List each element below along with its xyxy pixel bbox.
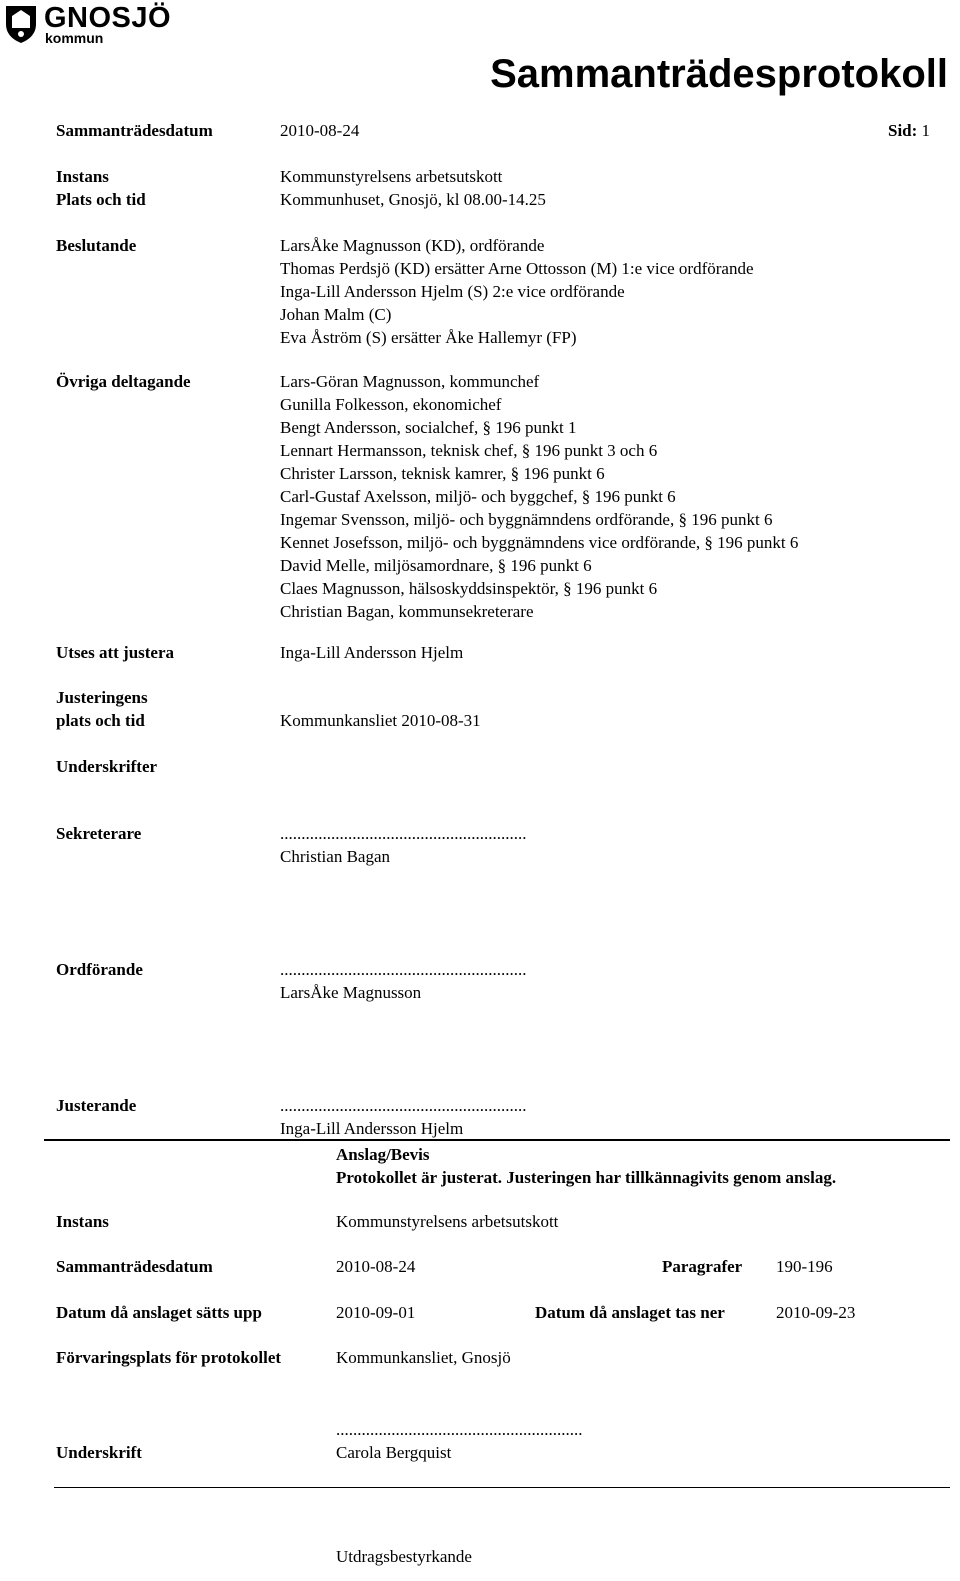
page-number (888, 119, 930, 142)
list-item: Bengt Andersson, socialchef, § 196 punkt 1 (280, 418, 577, 437)
adjuster-label: Utses att justera (56, 643, 175, 662)
list-item: David Melle, miljösamordnare, § 196 punkt 6 (280, 556, 592, 575)
secretary-signature-line: .......................................................... (280, 824, 527, 843)
meeting-date-value: 2010-08-24 (280, 121, 360, 140)
adjustment-label-line2: plats och tid (56, 711, 145, 730)
adjuster-signature-line: .......................................................... (280, 1096, 527, 1115)
secretary-name: Christian Bagan (280, 847, 391, 866)
removed-date-value: 2010-09-23 (776, 1303, 856, 1322)
list-item: Claes Magnusson, hälsoskyddsinspektör, § 196 punkt 6 (280, 579, 658, 598)
notice-instans-label: Instans (56, 1212, 109, 1231)
decision-makers-list (280, 234, 754, 349)
logo-subtitle: kommun (45, 30, 104, 46)
posted-date-label: Datum då anslaget sätts upp (56, 1303, 262, 1322)
notice-date-value: 2010-08-24 (336, 1257, 416, 1276)
coat-of-arms-icon (4, 4, 38, 44)
chair-signature-line: .......................................................... (280, 960, 527, 979)
list-item: LarsÅke Magnusson (KD), ordförande (280, 236, 545, 255)
storage-label: Förvaringsplats för protokollet (56, 1348, 282, 1367)
document-title: Sammanträdesprotokoll (490, 52, 948, 96)
notice-heading: Anslag/Bevis (336, 1145, 430, 1164)
notice-signature-line: .......................................................... (336, 1420, 583, 1439)
chair-name: LarsÅke Magnusson (280, 983, 422, 1002)
paragraphs-value: 190-196 (776, 1257, 833, 1276)
instans-label: Instans (56, 167, 109, 186)
certification-label: Utdragsbestyrkande (336, 1547, 472, 1566)
list-item: Christer Larsson, teknisk kamrer, § 196 punkt 6 (280, 464, 605, 483)
page-label: Sid: (888, 121, 918, 140)
list-item: Ingemar Svensson, miljö- och byggnämndens ordförande, § 196 punkt 6 (280, 510, 773, 529)
list-item: Gunilla Folkesson, ekonomichef (280, 395, 502, 414)
notice-signature-name: Carola Bergquist (336, 1443, 452, 1462)
paragraphs-label: Paragrafer (662, 1257, 743, 1276)
place-label: Plats och tid (56, 190, 146, 209)
secretary-label: Sekreterare (56, 824, 142, 843)
adjustment-value: Kommunkansliet 2010-08-31 (280, 711, 481, 730)
footer-divider (54, 1487, 950, 1488)
notice-signature-label: Underskrift (56, 1443, 142, 1462)
adjuster-sign-label: Justerande (56, 1096, 137, 1115)
adjuster-sign-name: Inga-Lill Andersson Hjelm (280, 1119, 464, 1138)
meeting-date-label: Sammanträdesdatum (56, 121, 213, 140)
municipality-logo (4, 4, 179, 48)
decision-makers-label: Beslutande (56, 236, 137, 255)
list-item: Inga-Lill Andersson Hjelm (S) 2:e vice ordförande (280, 282, 625, 301)
section-divider (44, 1139, 950, 1141)
list-item: Lars-Göran Magnusson, kommunchef (280, 372, 540, 391)
removed-date-label: Datum då anslaget tas ner (535, 1303, 725, 1322)
list-item: Christian Bagan, kommunsekreterare (280, 602, 534, 621)
page-value: 1 (921, 121, 931, 140)
storage-value: Kommunkansliet, Gnosjö (336, 1348, 511, 1367)
other-participants-label: Övriga deltagande (56, 372, 191, 391)
signatures-heading: Underskrifter (56, 757, 158, 776)
notice-date-label: Sammanträdesdatum (56, 1257, 213, 1276)
notice-statement: Protokollet är justerat. Justeringen har tillkännagivits genom anslag. (336, 1168, 837, 1187)
list-item: Kennet Josefsson, miljö- och byggnämndens vice ordförande, § 196 punkt 6 (280, 533, 799, 552)
logo-name: GNOSJÖ (44, 2, 172, 34)
other-participants-list (280, 370, 798, 623)
adjustment-label-line1: Justeringens (56, 688, 148, 707)
place-value: Kommunhuset, Gnosjö, kl 08.00-14.25 (280, 190, 546, 209)
adjuster-value: Inga-Lill Andersson Hjelm (280, 643, 464, 662)
list-item: Johan Malm (C) (280, 305, 392, 324)
posted-date-value: 2010-09-01 (336, 1303, 416, 1322)
instans-value: Kommunstyrelsens arbetsutskott (280, 167, 503, 186)
list-item: Lennart Hermansson, teknisk chef, § 196 punkt 3 och 6 (280, 441, 658, 460)
list-item: Eva Åström (S) ersätter Åke Hallemyr (FP) (280, 328, 577, 347)
list-item: Thomas Perdsjö (KD) ersätter Arne Ottosson (M) 1:e vice ordförande (280, 259, 754, 278)
notice-instans-value: Kommunstyrelsens arbetsutskott (336, 1212, 559, 1231)
list-item: Carl-Gustaf Axelsson, miljö- och byggchef, § 196 punkt 6 (280, 487, 676, 506)
chair-label: Ordförande (56, 960, 143, 979)
